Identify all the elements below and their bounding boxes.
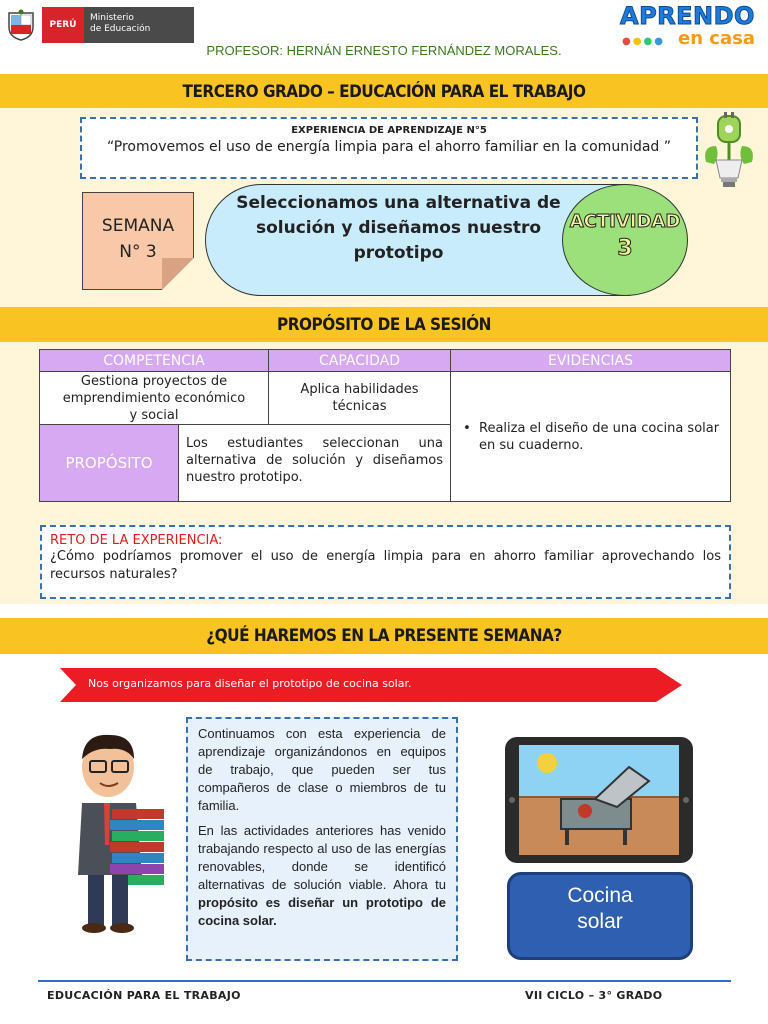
proposito-text: Los estudiantes seleccionan una alternativa de solución y diseñamos nuestro prototipo.	[186, 436, 443, 485]
red-arrow-banner	[60, 668, 682, 702]
teacher-with-books-illustration	[60, 725, 185, 935]
eco-bulb-icon	[700, 112, 758, 190]
page-fold	[162, 258, 194, 290]
body-paragraph-2: En las actividades anteriores has venido trabajando respecto al uso de las energías renovables, donde se identificó alternativas de solución viable. Ahora tu propósito es diseñar un prototipo de cocina solar.	[198, 823, 446, 928]
activity-badge-number: 3	[617, 236, 633, 261]
proposito-label: PROPÓSITO	[40, 425, 179, 501]
logo-dots-icon: ●●●●	[622, 36, 665, 47]
session-table	[39, 349, 731, 502]
challenge-text: ¿Cómo podríamos promover el uso de energía limpia para en ahorro familiar aprovechando los recursos naturales?	[50, 549, 721, 582]
activity-badge	[562, 184, 688, 296]
logo-word-en-casa: en casa	[678, 28, 755, 49]
activity-badge-label: ACTIVIDAD	[569, 211, 681, 232]
purpose-bar: PROPÓSITO DE LA SESIÓN	[0, 307, 768, 343]
competencia-cell: Gestiona proyectos de emprendimiento económico y social	[40, 372, 269, 425]
footer-cycle: VII CICLO – 3° GRADO	[525, 989, 663, 1002]
cocina-solar-button[interactable]: Cocina solar	[507, 872, 693, 960]
footer-divider	[38, 980, 731, 982]
activity-title: Seleccionamos una alternativa de solución y diseñamos nuestro prototipo	[236, 193, 561, 263]
professor-name: PROFESOR: HERNÁN ERNESTO FERNÁNDEZ MORALES.	[206, 43, 562, 58]
evidencias-cell	[451, 372, 731, 502]
proposito-row	[40, 425, 451, 502]
arrow-text: Nos organizamos para diseñar el prototipo de cocina solar.	[88, 677, 412, 690]
bullet-icon: •	[463, 420, 471, 436]
experience-box	[80, 117, 698, 179]
body-purpose-bold: propósito es diseñar un prototipo de cocina solar.	[198, 895, 446, 928]
week-label: SEMANA	[101, 216, 175, 236]
evidencia-text: Realiza el diseño de una cocina solar en su cuaderno.	[479, 420, 720, 453]
solar-cooker-tablet-illustration	[505, 737, 693, 863]
header-evidencias: EVIDENCIAS	[451, 350, 731, 372]
header-competencia: COMPETENCIA	[40, 350, 269, 372]
week-plan-bar: ¿QUÉ HAREMOS EN LA PRESENTE SEMANA?	[0, 618, 768, 654]
week-number: N° 3	[119, 242, 157, 262]
body-paragraph-1: Continuamos con esta experiencia de aprendizaje organizándonos en equipos de trabajo, que pueden ser tus compañeros de clase o miembros de tu familia.	[198, 726, 446, 813]
logo-word-aprendo: APRENDO	[620, 2, 755, 30]
peru-label: PERÚ	[42, 7, 84, 43]
title-bar: TERCERO GRADO – EDUCACIÓN PARA EL TRABAJO	[0, 74, 768, 110]
footer-subject: EDUCACIÓN PARA EL TRABAJO	[47, 989, 241, 1002]
peru-shield-icon	[6, 9, 36, 41]
body-text-box	[186, 717, 458, 961]
ministry-label: Ministerio de Educación	[84, 7, 194, 43]
header-capacidad: CAPACIDAD	[269, 350, 451, 372]
week-card	[82, 192, 194, 290]
challenge-box	[40, 525, 731, 599]
experience-label: EXPERIENCIA DE APRENDIZAJE N°5	[291, 125, 487, 136]
challenge-label: RETO DE LA EXPERIENCIA:	[50, 533, 223, 548]
experience-quote: “Promovemos el uso de energía limpia para el ahorro familiar en la comunidad ”	[106, 139, 672, 155]
minedu-logo	[6, 5, 194, 43]
capacidad-cell: Aplica habilidades técnicas	[269, 372, 451, 425]
